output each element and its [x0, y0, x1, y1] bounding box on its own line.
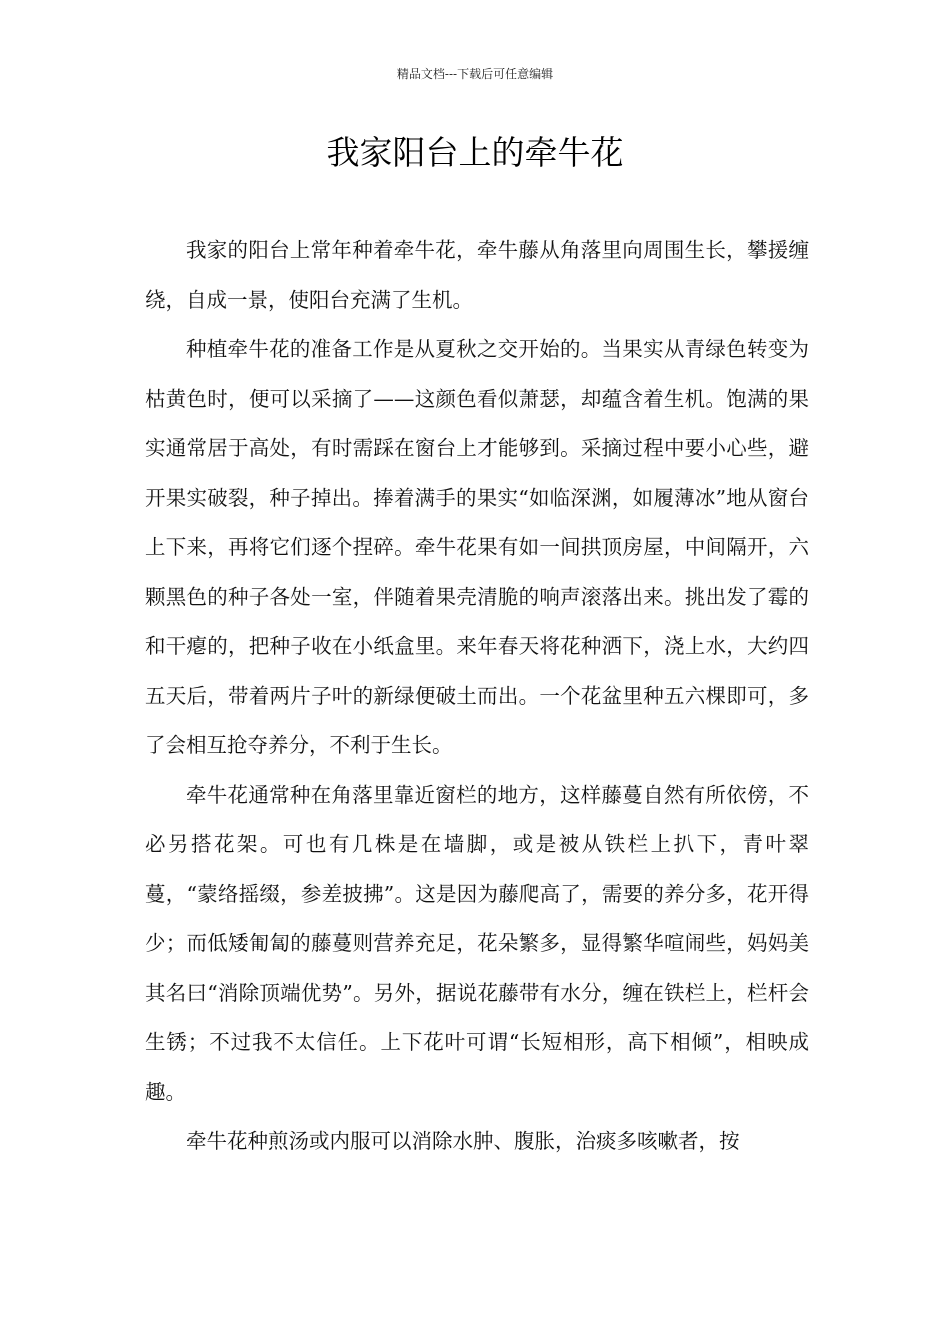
- paragraph-2: 种植牵牛花的准备工作是从夏秋之交开始的。当果实从青绿色转变为枯黄色时，便可以采摘了——这颜色看似萧瑟，却蕴含着生机。饱满的果实通常居于高处，有时需踩在窗台上才能够到。采摘过程中要小心些，避开果实破裂，种子掉出。捧着满手的果实“如临深渊，如履薄冰”地从窗台上下来，再将它们逐个捏碎。牵牛花果有如一间拱顶房屋，中间隔开，六颗黑色的种子各处一室，伴随着果壳清脆的响声滚落出来。挑出发了霉的和干瘪的，把种子收在小纸盒里。来年春天将花种洒下，浇上水，大约四五天后，带着两片子叶的新绿便破土而出。一个花盆里种五六棵即可，多了会相互抢夺养分，不利于生长。: [145, 337, 809, 757]
- paragraph-4: 牵牛花种煎汤或内服可以消除水肿、腹胀，治痰多咳嗽者，按: [186, 1129, 740, 1153]
- page-title: 我家阳台上的牵牛花: [326, 133, 624, 172]
- header-note: 精品文档---下载后可任意编辑: [396, 67, 554, 81]
- document-body: [145, 226, 809, 1167]
- paragraph-3: 牵牛花通常种在角落里靠近窗栏的地方，这样藤蔓自然有所依傍，不必另搭花架。可也有几株是在墙脚，或是被从铁栏上扒下，青叶翠蔓，“蒙络摇缀，参差披拂”。这是因为藤爬高了，需要的养分多，花开得少；而低矮匍匐的藤蔓则营养充足，花朵繁多，显得繁华喧闹些，妈妈美其名曰“消除顶端优势”。另外，据说花藤带有水分，缠在铁栏上，栏杆会生锈；不过我不太信任。上下花叶可谓“长短相形，高下相倾”，相映成趣。: [145, 782, 809, 1104]
- paragraph-1: 我家的阳台上常年种着牵牛花，牵牛藤从角落里向周围生长，攀援缠绕，自成一景，使阳台充满了生机。: [145, 238, 809, 312]
